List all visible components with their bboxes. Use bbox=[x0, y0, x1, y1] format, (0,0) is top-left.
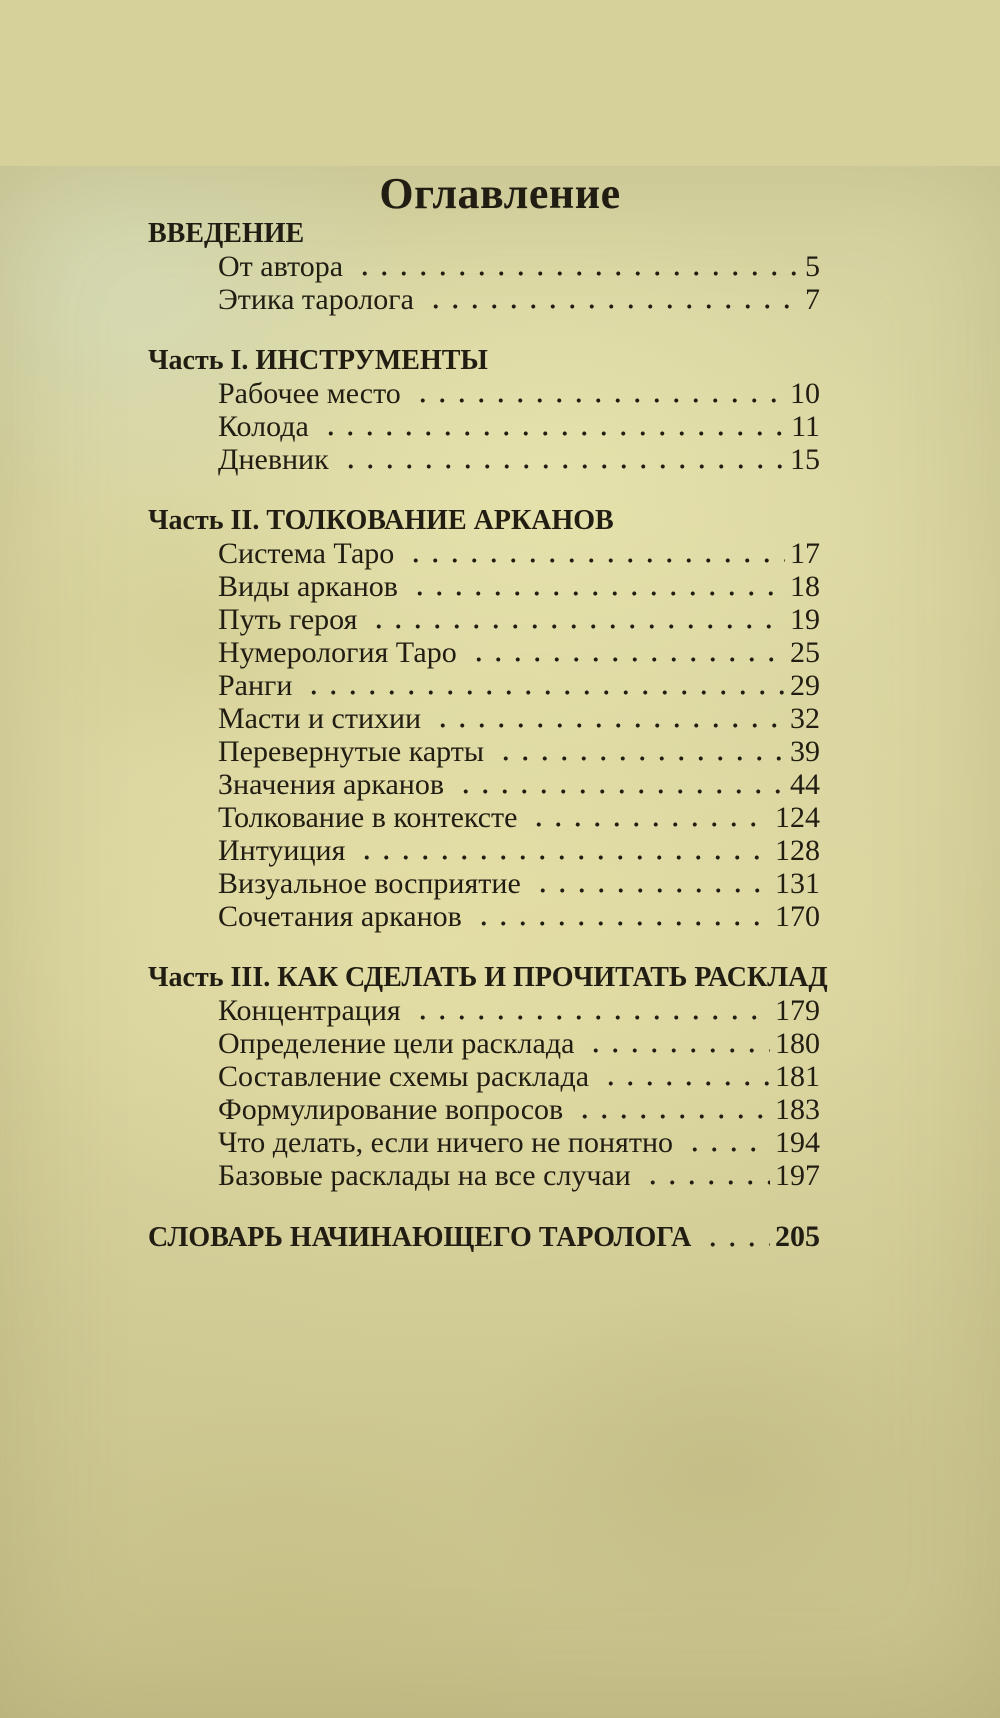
dot-leader bbox=[413, 398, 785, 403]
toc-entry-label: Нумерология Таро bbox=[218, 636, 457, 669]
toc-entry bbox=[148, 1159, 820, 1192]
page-number: 194 bbox=[775, 1126, 820, 1159]
toc-entry-label: Концентрация bbox=[218, 994, 401, 1027]
page-number: 181 bbox=[775, 1060, 820, 1093]
toc-entry-label: Этика таролога bbox=[218, 283, 414, 316]
toc-entry-label: Рабочее место bbox=[218, 377, 401, 410]
toc-section-heading-row bbox=[148, 344, 820, 377]
dot-leader bbox=[703, 1242, 770, 1247]
dot-leader bbox=[496, 756, 785, 761]
page-number: 179 bbox=[775, 994, 820, 1027]
page-number: 17 bbox=[790, 537, 820, 570]
page-number: 5 bbox=[805, 250, 820, 283]
dot-leader bbox=[433, 723, 785, 728]
dot-leader bbox=[533, 888, 770, 893]
toc-entry bbox=[148, 735, 820, 768]
page-number: 32 bbox=[790, 702, 820, 735]
toc-entry bbox=[148, 570, 820, 603]
page-number: 10 bbox=[790, 377, 820, 410]
toc-section bbox=[148, 961, 828, 1192]
toc-entry bbox=[148, 801, 820, 834]
toc-entry bbox=[148, 834, 820, 867]
section-heading: СЛОВАРЬ НАЧИНАЮЩЕГО ТАРОЛОГА bbox=[148, 1222, 692, 1253]
toc-entry bbox=[148, 994, 820, 1027]
page-number: 44 bbox=[790, 768, 820, 801]
toc-entry-label: Дневник bbox=[218, 443, 329, 476]
toc-entry bbox=[148, 702, 820, 735]
page-number: 205 bbox=[775, 1220, 820, 1253]
toc-entry-label: Интуиция bbox=[218, 834, 346, 867]
toc-entry-label: Перевернутые карты bbox=[218, 735, 485, 768]
dot-leader bbox=[586, 1048, 770, 1053]
page-number: 124 bbox=[775, 801, 820, 834]
toc-entry-label: От автора bbox=[218, 250, 344, 283]
page-number: 25 bbox=[790, 636, 820, 669]
toc-entry bbox=[148, 1060, 820, 1093]
toc-entry bbox=[148, 900, 820, 933]
toc-entry bbox=[148, 1093, 820, 1126]
toc-section-heading-row bbox=[148, 504, 820, 537]
toc-section bbox=[148, 1220, 820, 1254]
toc-entry-label: Колода bbox=[218, 410, 309, 443]
dot-leader bbox=[426, 304, 800, 309]
toc-entry-label: Визуальное восприятие bbox=[218, 867, 521, 900]
toc-entry-label: Путь героя bbox=[218, 603, 358, 636]
page-number: 128 bbox=[775, 834, 820, 867]
dot-leader bbox=[643, 1180, 770, 1185]
toc-entry bbox=[148, 1027, 820, 1060]
dot-leader bbox=[406, 558, 785, 563]
page-number: 7 bbox=[805, 283, 820, 316]
toc-entry-label: Масти и стихии bbox=[218, 702, 422, 735]
dot-leader bbox=[355, 271, 800, 276]
page-number: 170 bbox=[775, 900, 820, 933]
dot-leader bbox=[357, 855, 770, 860]
toc-entry-label: Ранги bbox=[218, 669, 293, 702]
dot-leader bbox=[601, 1081, 770, 1086]
page-number: 197 bbox=[775, 1159, 820, 1192]
dot-leader bbox=[410, 591, 785, 596]
book-page bbox=[0, 166, 1000, 1718]
toc-entry-label: Сочетания арканов bbox=[218, 900, 462, 933]
toc-entry-label: Система Таро bbox=[218, 537, 395, 570]
section-heading: Часть I. ИНСТРУМЕНТЫ bbox=[148, 345, 488, 376]
dot-leader bbox=[369, 624, 785, 629]
dot-leader bbox=[341, 464, 785, 469]
toc-entry bbox=[148, 377, 820, 410]
toc-entry bbox=[148, 768, 820, 801]
toc-entry bbox=[148, 410, 820, 443]
page-number: 29 bbox=[790, 669, 820, 702]
dot-leader bbox=[469, 657, 785, 662]
page-number: 11 bbox=[791, 410, 820, 443]
toc-entry bbox=[148, 669, 820, 702]
toc-section-heading-row bbox=[148, 961, 828, 994]
toc-entry-label: Толкование в контексте bbox=[218, 801, 518, 834]
section-heading: Часть II. ТОЛКОВАНИЕ АРКАНОВ bbox=[148, 505, 614, 536]
toc-section bbox=[148, 217, 820, 316]
dot-leader bbox=[575, 1114, 770, 1119]
toc-section bbox=[148, 504, 820, 933]
page-number: 183 bbox=[775, 1093, 820, 1126]
page-title: Оглавление bbox=[379, 169, 621, 218]
dot-leader bbox=[456, 789, 785, 794]
dot-leader bbox=[474, 921, 770, 926]
toc-entry-label: Что делать, если ничего не понятно bbox=[218, 1126, 674, 1159]
toc-section-heading-row bbox=[148, 217, 820, 250]
page-number: 18 bbox=[790, 570, 820, 603]
toc-entry-label: Значения арканов bbox=[218, 768, 444, 801]
page-number: 131 bbox=[775, 867, 820, 900]
page-number: 39 bbox=[790, 735, 820, 768]
toc-entry bbox=[148, 867, 820, 900]
section-heading: Часть III. КАК СДЕЛАТЬ И ПРОЧИТАТЬ РАСКЛАД bbox=[148, 962, 828, 993]
toc-entry-label: Определение цели расклада bbox=[218, 1027, 575, 1060]
dot-leader bbox=[304, 690, 785, 695]
dot-leader bbox=[321, 431, 786, 436]
toc-section-heading-row bbox=[148, 1220, 820, 1254]
toc-section bbox=[148, 344, 820, 476]
table-of-contents bbox=[148, 166, 828, 1254]
toc-entry-label: Формулирование вопросов bbox=[218, 1093, 564, 1126]
toc-entry bbox=[148, 283, 820, 316]
toc-entry bbox=[148, 636, 820, 669]
toc-entry bbox=[148, 1126, 820, 1159]
toc-entry bbox=[148, 537, 820, 570]
toc-entry-label: Базовые расклады на все случаи bbox=[218, 1159, 631, 1192]
page-number: 180 bbox=[775, 1027, 820, 1060]
page-number: 15 bbox=[790, 443, 820, 476]
toc-entry bbox=[148, 443, 820, 476]
section-heading: ВВЕДЕНИЕ bbox=[148, 218, 305, 249]
dot-leader bbox=[413, 1015, 770, 1020]
toc-entry bbox=[148, 603, 820, 636]
toc-entry bbox=[148, 250, 820, 283]
toc-entry-label: Виды арканов bbox=[218, 570, 398, 603]
dot-leader bbox=[529, 822, 770, 827]
page-number: 19 bbox=[790, 603, 820, 636]
dot-leader bbox=[685, 1147, 770, 1152]
toc-entry-label: Составление схемы расклада bbox=[218, 1060, 590, 1093]
